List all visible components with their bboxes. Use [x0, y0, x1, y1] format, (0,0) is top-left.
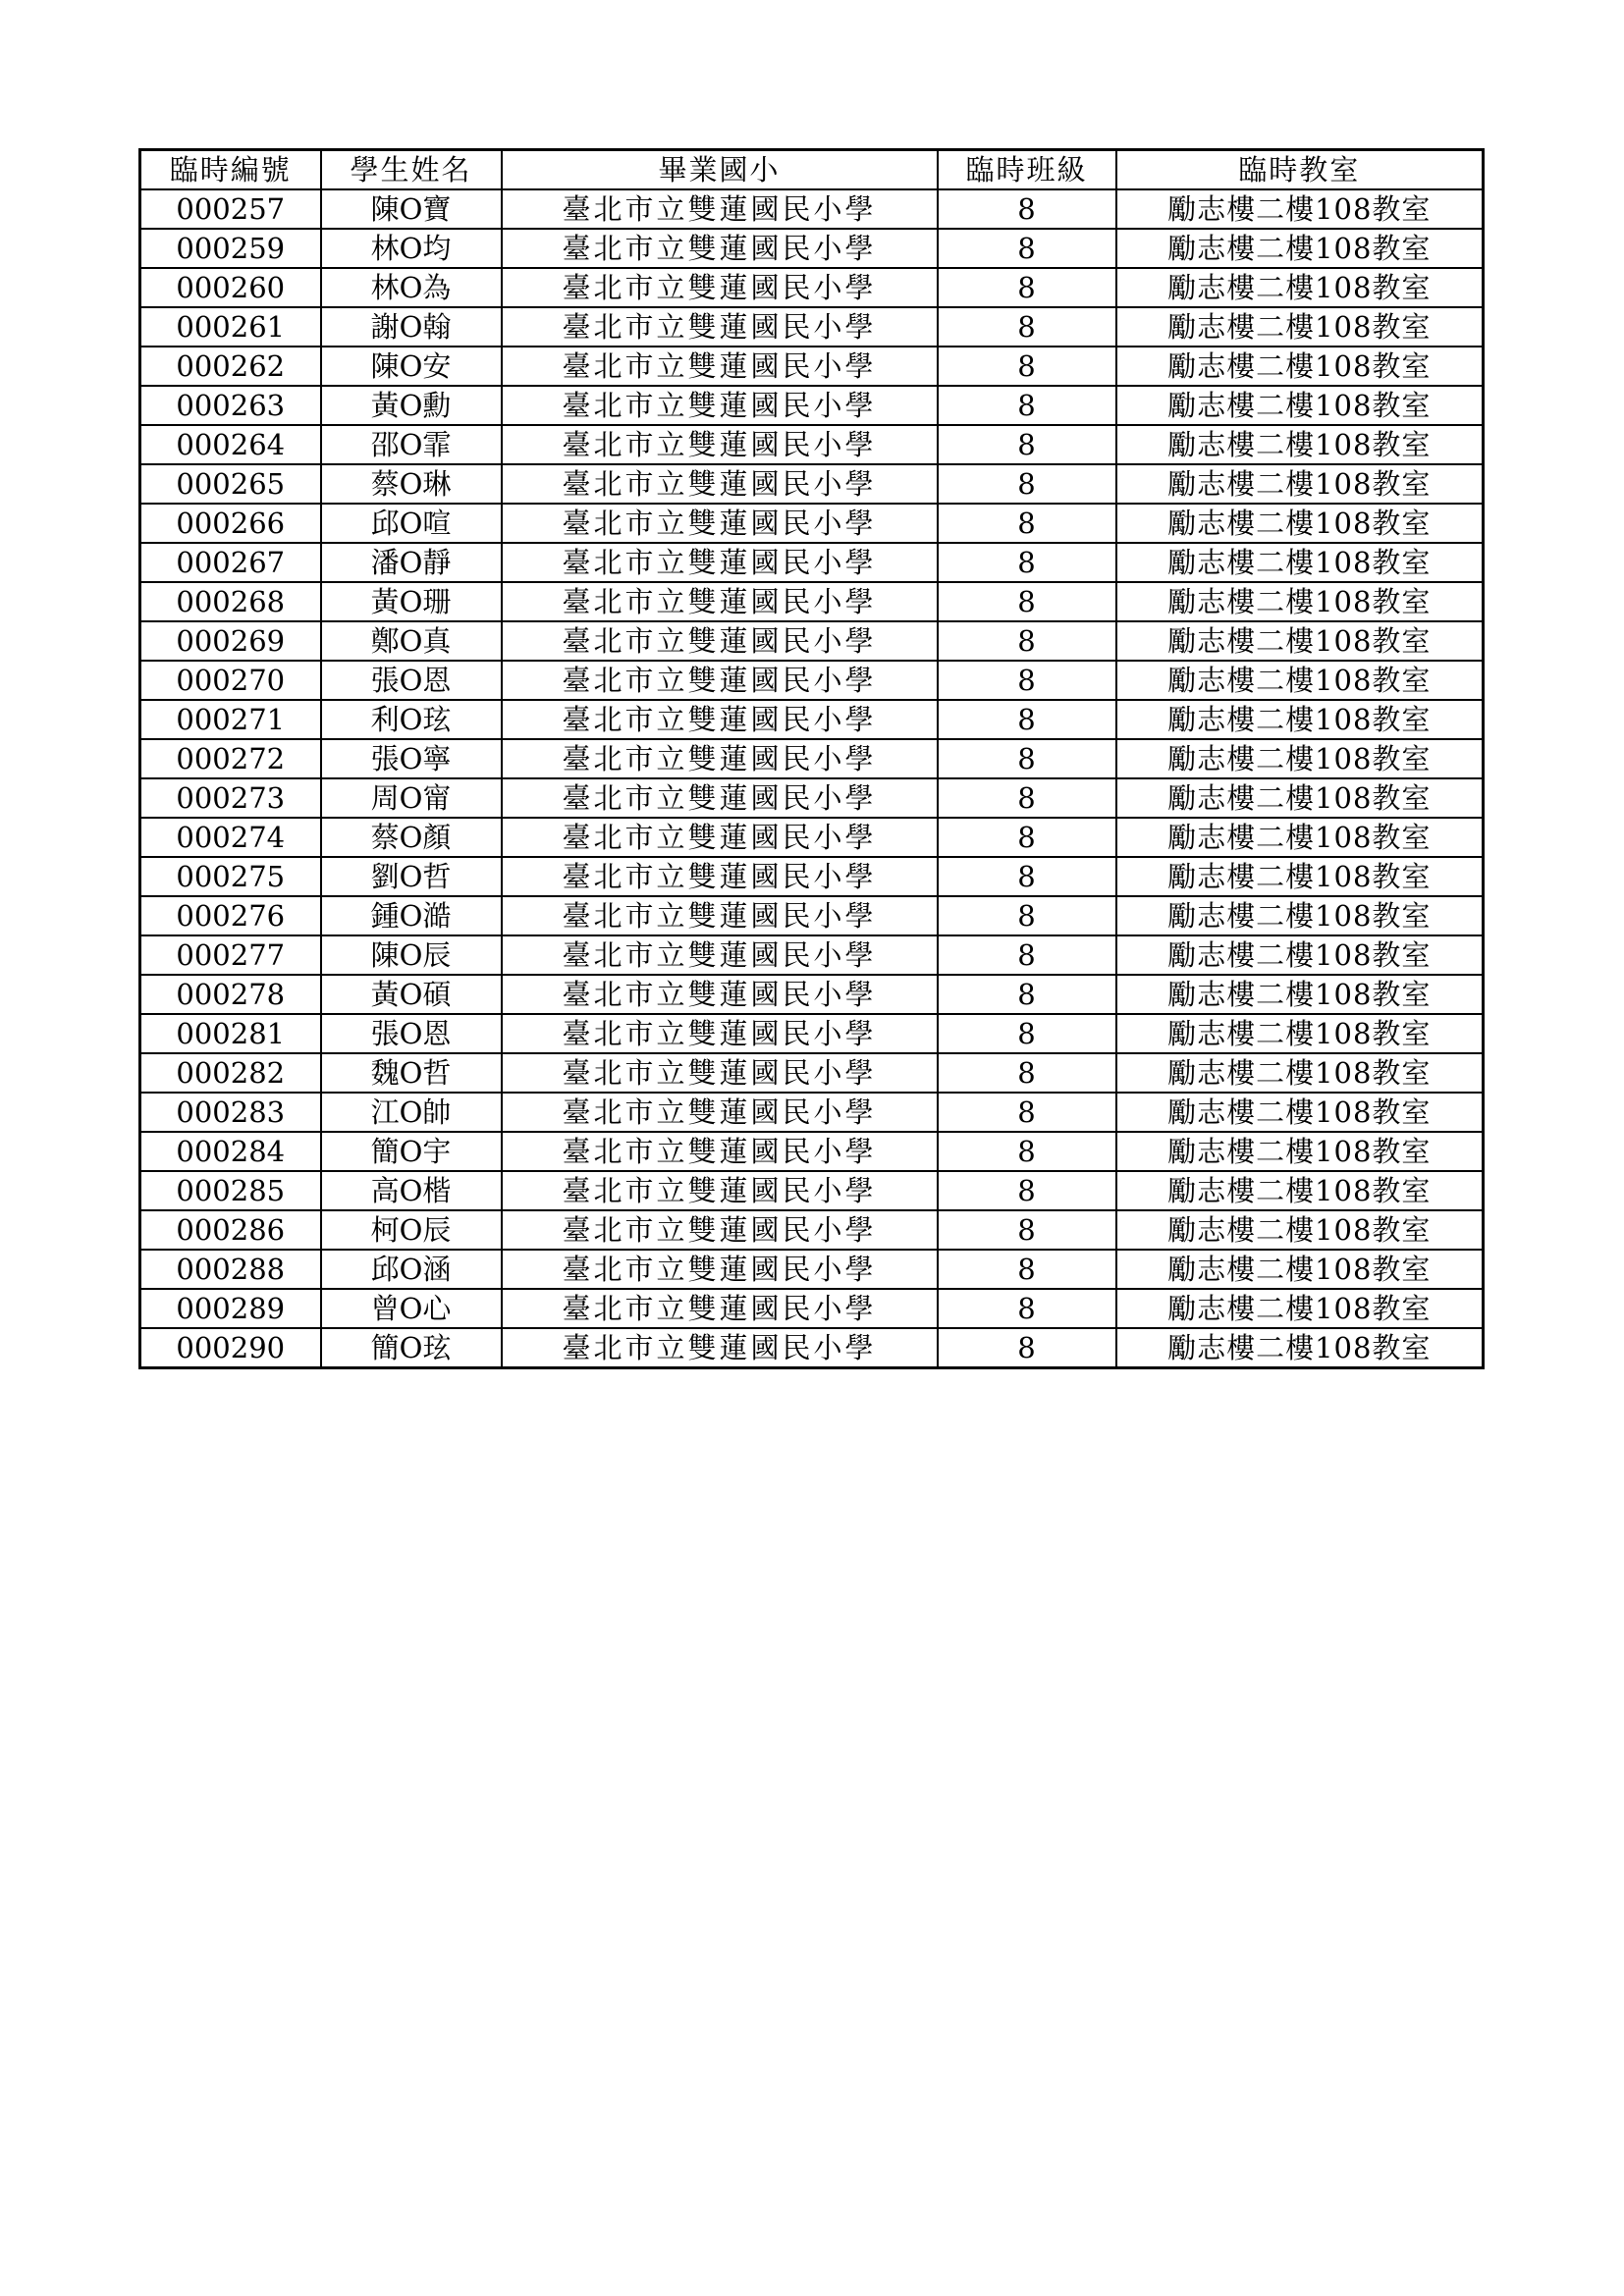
school-cell: 臺北市立雙蓮國民小學 — [502, 1132, 938, 1171]
class-cell: 8 — [938, 229, 1116, 268]
classroom-cell: 勵志樓二樓108教室 — [1116, 1171, 1484, 1210]
class-cell: 8 — [938, 975, 1116, 1014]
temp-id-cell: 000264 — [140, 425, 321, 464]
student-name-cell: 魏O哲 — [321, 1053, 502, 1093]
classroom-cell: 勵志樓二樓108教室 — [1116, 975, 1484, 1014]
classroom-cell: 勵志樓二樓108教室 — [1116, 1132, 1484, 1171]
classroom-cell: 勵志樓二樓108教室 — [1116, 1250, 1484, 1289]
student-name-cell: 陳O辰 — [321, 935, 502, 975]
table-row — [140, 818, 1484, 857]
class-cell: 8 — [938, 1210, 1116, 1250]
table-row — [140, 229, 1484, 268]
classroom-cell: 勵志樓二樓108教室 — [1116, 189, 1484, 229]
temp-id-cell: 000289 — [140, 1289, 321, 1328]
header-temp-classroom: 臨時教室 — [1116, 150, 1484, 190]
student-name-cell: 鄭O真 — [321, 621, 502, 661]
class-cell: 8 — [938, 1053, 1116, 1093]
student-name-cell: 蔡O琳 — [321, 464, 502, 504]
school-cell: 臺北市立雙蓮國民小學 — [502, 896, 938, 935]
table-row — [140, 621, 1484, 661]
classroom-cell: 勵志樓二樓108教室 — [1116, 661, 1484, 700]
table-row — [140, 347, 1484, 386]
school-cell: 臺北市立雙蓮國民小學 — [502, 1053, 938, 1093]
class-cell: 8 — [938, 268, 1116, 307]
header-elementary-school: 畢業國小 — [502, 150, 938, 190]
school-cell: 臺北市立雙蓮國民小學 — [502, 347, 938, 386]
table-row — [140, 975, 1484, 1014]
student-name-cell: 陳O寶 — [321, 189, 502, 229]
classroom-cell: 勵志樓二樓108教室 — [1116, 778, 1484, 818]
student-name-cell: 江O帥 — [321, 1093, 502, 1132]
student-name-cell: 蔡O顏 — [321, 818, 502, 857]
temp-id-cell: 000271 — [140, 700, 321, 739]
class-cell: 8 — [938, 739, 1116, 778]
student-name-cell: 曾O心 — [321, 1289, 502, 1328]
student-name-cell: 林O均 — [321, 229, 502, 268]
classroom-cell: 勵志樓二樓108教室 — [1116, 700, 1484, 739]
classroom-cell: 勵志樓二樓108教室 — [1116, 1053, 1484, 1093]
school-cell: 臺北市立雙蓮國民小學 — [502, 975, 938, 1014]
student-name-cell: 黃O珊 — [321, 582, 502, 621]
temp-id-cell: 000288 — [140, 1250, 321, 1289]
temp-id-cell: 000276 — [140, 896, 321, 935]
header-temp-id: 臨時編號 — [140, 150, 321, 190]
student-assignment-table — [138, 148, 1485, 1369]
school-cell: 臺北市立雙蓮國民小學 — [502, 386, 938, 425]
table-row — [140, 464, 1484, 504]
classroom-cell: 勵志樓二樓108教室 — [1116, 1093, 1484, 1132]
classroom-cell: 勵志樓二樓108教室 — [1116, 543, 1484, 582]
class-cell: 8 — [938, 1171, 1116, 1210]
class-cell: 8 — [938, 504, 1116, 543]
school-cell: 臺北市立雙蓮國民小學 — [502, 229, 938, 268]
school-cell: 臺北市立雙蓮國民小學 — [502, 1014, 938, 1053]
school-cell: 臺北市立雙蓮國民小學 — [502, 1171, 938, 1210]
classroom-cell: 勵志樓二樓108教室 — [1116, 307, 1484, 347]
temp-id-cell: 000285 — [140, 1171, 321, 1210]
temp-id-cell: 000268 — [140, 582, 321, 621]
school-cell: 臺北市立雙蓮國民小學 — [502, 582, 938, 621]
header-student-name: 學生姓名 — [321, 150, 502, 190]
class-cell: 8 — [938, 621, 1116, 661]
temp-id-cell: 000282 — [140, 1053, 321, 1093]
class-cell: 8 — [938, 818, 1116, 857]
table-row — [140, 1053, 1484, 1093]
temp-id-cell: 000265 — [140, 464, 321, 504]
table-row — [140, 307, 1484, 347]
school-cell: 臺北市立雙蓮國民小學 — [502, 189, 938, 229]
school-cell: 臺北市立雙蓮國民小學 — [502, 621, 938, 661]
student-name-cell: 潘O靜 — [321, 543, 502, 582]
temp-id-cell: 000281 — [140, 1014, 321, 1053]
temp-id-cell: 000269 — [140, 621, 321, 661]
student-name-cell: 利O玹 — [321, 700, 502, 739]
table-row — [140, 1289, 1484, 1328]
temp-id-cell: 000274 — [140, 818, 321, 857]
student-name-cell: 邱O喧 — [321, 504, 502, 543]
classroom-cell: 勵志樓二樓108教室 — [1116, 818, 1484, 857]
temp-id-cell: 000259 — [140, 229, 321, 268]
classroom-cell: 勵志樓二樓108教室 — [1116, 1210, 1484, 1250]
student-name-cell: 邵O霏 — [321, 425, 502, 464]
class-cell: 8 — [938, 1014, 1116, 1053]
classroom-cell: 勵志樓二樓108教室 — [1116, 1289, 1484, 1328]
class-cell: 8 — [938, 1093, 1116, 1132]
table-header — [140, 150, 1484, 190]
class-cell: 8 — [938, 700, 1116, 739]
temp-id-cell: 000260 — [140, 268, 321, 307]
school-cell: 臺北市立雙蓮國民小學 — [502, 425, 938, 464]
class-cell: 8 — [938, 857, 1116, 896]
table-row — [140, 268, 1484, 307]
student-name-cell: 林O為 — [321, 268, 502, 307]
school-cell: 臺北市立雙蓮國民小學 — [502, 857, 938, 896]
class-cell: 8 — [938, 1132, 1116, 1171]
classroom-cell: 勵志樓二樓108教室 — [1116, 582, 1484, 621]
table-row — [140, 1171, 1484, 1210]
temp-id-cell: 000267 — [140, 543, 321, 582]
table-row — [140, 1210, 1484, 1250]
table-row — [140, 935, 1484, 975]
classroom-cell: 勵志樓二樓108教室 — [1116, 896, 1484, 935]
school-cell: 臺北市立雙蓮國民小學 — [502, 739, 938, 778]
school-cell: 臺北市立雙蓮國民小學 — [502, 268, 938, 307]
temp-id-cell: 000263 — [140, 386, 321, 425]
school-cell: 臺北市立雙蓮國民小學 — [502, 700, 938, 739]
table-row — [140, 1328, 1484, 1368]
temp-id-cell: 000262 — [140, 347, 321, 386]
temp-id-cell: 000273 — [140, 778, 321, 818]
student-name-cell: 簡O宇 — [321, 1132, 502, 1171]
classroom-cell: 勵志樓二樓108教室 — [1116, 464, 1484, 504]
student-name-cell: 謝O翰 — [321, 307, 502, 347]
table-row — [140, 896, 1484, 935]
temp-id-cell: 000278 — [140, 975, 321, 1014]
table-row — [140, 857, 1484, 896]
class-cell: 8 — [938, 896, 1116, 935]
student-name-cell: 張O恩 — [321, 1014, 502, 1053]
school-cell: 臺北市立雙蓮國民小學 — [502, 935, 938, 975]
class-cell: 8 — [938, 778, 1116, 818]
school-cell: 臺北市立雙蓮國民小學 — [502, 1210, 938, 1250]
classroom-cell: 勵志樓二樓108教室 — [1116, 347, 1484, 386]
student-name-cell: 柯O辰 — [321, 1210, 502, 1250]
school-cell: 臺北市立雙蓮國民小學 — [502, 818, 938, 857]
table-row — [140, 543, 1484, 582]
class-cell: 8 — [938, 464, 1116, 504]
temp-id-cell: 000275 — [140, 857, 321, 896]
classroom-cell: 勵志樓二樓108教室 — [1116, 1014, 1484, 1053]
classroom-cell: 勵志樓二樓108教室 — [1116, 1328, 1484, 1368]
temp-id-cell: 000283 — [140, 1093, 321, 1132]
header-temp-class: 臨時班級 — [938, 150, 1116, 190]
table-row — [140, 189, 1484, 229]
table-row — [140, 582, 1484, 621]
header-row — [140, 150, 1484, 190]
temp-id-cell: 000284 — [140, 1132, 321, 1171]
table-body — [140, 189, 1484, 1368]
school-cell: 臺北市立雙蓮國民小學 — [502, 1328, 938, 1368]
student-name-cell: 劉O哲 — [321, 857, 502, 896]
school-cell: 臺北市立雙蓮國民小學 — [502, 778, 938, 818]
temp-id-cell: 000272 — [140, 739, 321, 778]
class-cell: 8 — [938, 1250, 1116, 1289]
class-cell: 8 — [938, 661, 1116, 700]
classroom-cell: 勵志樓二樓108教室 — [1116, 425, 1484, 464]
classroom-cell: 勵志樓二樓108教室 — [1116, 268, 1484, 307]
temp-id-cell: 000257 — [140, 189, 321, 229]
class-cell: 8 — [938, 386, 1116, 425]
classroom-cell: 勵志樓二樓108教室 — [1116, 739, 1484, 778]
student-name-cell: 鍾O澔 — [321, 896, 502, 935]
school-cell: 臺北市立雙蓮國民小學 — [502, 661, 938, 700]
classroom-cell: 勵志樓二樓108教室 — [1116, 504, 1484, 543]
school-cell: 臺北市立雙蓮國民小學 — [502, 543, 938, 582]
class-cell: 8 — [938, 935, 1116, 975]
temp-id-cell: 000270 — [140, 661, 321, 700]
temp-id-cell: 000286 — [140, 1210, 321, 1250]
school-cell: 臺北市立雙蓮國民小學 — [502, 1250, 938, 1289]
student-name-cell: 邱O涵 — [321, 1250, 502, 1289]
table-row — [140, 1250, 1484, 1289]
class-cell: 8 — [938, 425, 1116, 464]
school-cell: 臺北市立雙蓮國民小學 — [502, 504, 938, 543]
class-cell: 8 — [938, 307, 1116, 347]
class-cell: 8 — [938, 543, 1116, 582]
student-name-cell: 高O楷 — [321, 1171, 502, 1210]
student-name-cell: 陳O安 — [321, 347, 502, 386]
temp-id-cell: 000261 — [140, 307, 321, 347]
class-cell: 8 — [938, 347, 1116, 386]
table-row — [140, 1014, 1484, 1053]
classroom-cell: 勵志樓二樓108教室 — [1116, 857, 1484, 896]
table-row — [140, 1093, 1484, 1132]
table-row — [140, 1132, 1484, 1171]
table-row — [140, 386, 1484, 425]
table-row — [140, 700, 1484, 739]
school-cell: 臺北市立雙蓮國民小學 — [502, 1289, 938, 1328]
student-name-cell: 張O恩 — [321, 661, 502, 700]
school-cell: 臺北市立雙蓮國民小學 — [502, 1093, 938, 1132]
table-row — [140, 778, 1484, 818]
table-row — [140, 661, 1484, 700]
student-name-cell: 黃O勳 — [321, 386, 502, 425]
classroom-cell: 勵志樓二樓108教室 — [1116, 386, 1484, 425]
school-cell: 臺北市立雙蓮國民小學 — [502, 464, 938, 504]
classroom-cell: 勵志樓二樓108教室 — [1116, 621, 1484, 661]
class-cell: 8 — [938, 1289, 1116, 1328]
class-cell: 8 — [938, 1328, 1116, 1368]
class-cell: 8 — [938, 582, 1116, 621]
school-cell: 臺北市立雙蓮國民小學 — [502, 307, 938, 347]
table-row — [140, 739, 1484, 778]
student-name-cell: 黃O碩 — [321, 975, 502, 1014]
temp-id-cell: 000277 — [140, 935, 321, 975]
classroom-cell: 勵志樓二樓108教室 — [1116, 229, 1484, 268]
temp-id-cell: 000290 — [140, 1328, 321, 1368]
table-row — [140, 504, 1484, 543]
student-name-cell: 簡O玹 — [321, 1328, 502, 1368]
temp-id-cell: 000266 — [140, 504, 321, 543]
class-cell: 8 — [938, 189, 1116, 229]
student-name-cell: 張O寧 — [321, 739, 502, 778]
table-row — [140, 425, 1484, 464]
student-name-cell: 周O甯 — [321, 778, 502, 818]
classroom-cell: 勵志樓二樓108教室 — [1116, 935, 1484, 975]
